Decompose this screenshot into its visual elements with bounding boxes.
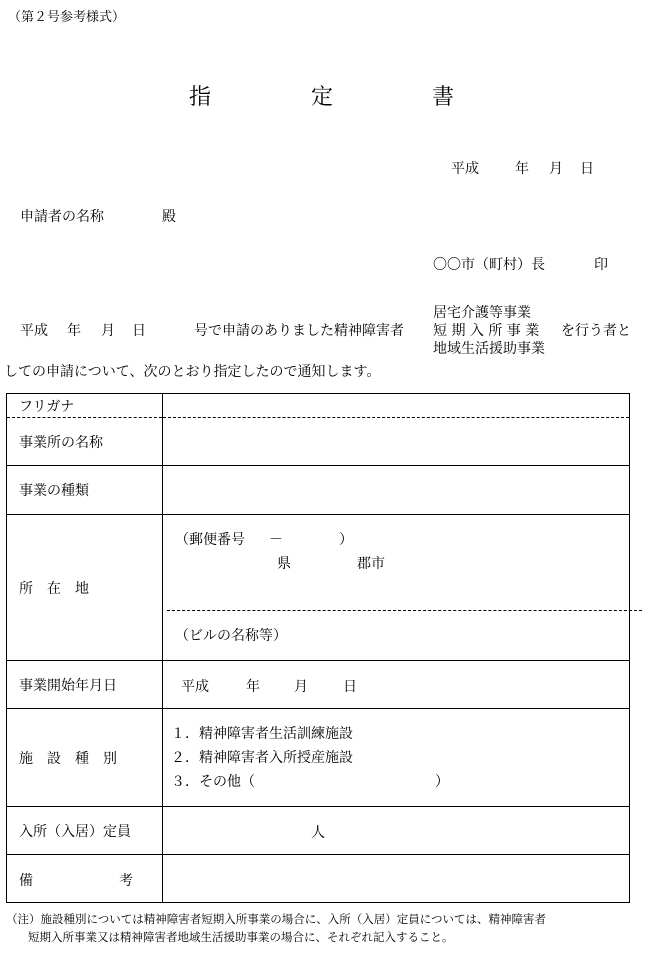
- issuer-name: 〇〇市（町村）長: [433, 257, 545, 273]
- date-month: 月: [549, 161, 563, 177]
- form-reference: （第２号参考様式）: [8, 10, 126, 25]
- remarks-label-char-1: 備: [19, 872, 33, 889]
- district-label: 郡市: [357, 556, 385, 572]
- honorific: 殿: [162, 209, 176, 225]
- facility-option-1: １．精神障害者生活訓練施設: [171, 726, 353, 742]
- remarks-label-char-2: 考: [119, 872, 133, 889]
- capacity-unit: 人: [311, 824, 325, 841]
- start-date-era: 平成: [181, 678, 209, 695]
- start-date-day: 日: [343, 678, 357, 695]
- date-year: 年: [515, 161, 529, 177]
- location-divider: [167, 610, 642, 611]
- note-line-2: 短期入所事業又は精神障害者地域生活援助事業の場合に、それぞれ記入すること。: [28, 930, 454, 944]
- body-second-line: しての申請について、次のとおり指定したので通知します。: [4, 364, 381, 380]
- business-name-field[interactable]: [163, 418, 630, 466]
- remarks-field[interactable]: [163, 855, 630, 903]
- service-option-short-stay: 短 期 入 所 事 業: [433, 323, 540, 339]
- location-label: 所 在 地: [7, 515, 163, 661]
- furigana-field[interactable]: [163, 394, 630, 418]
- facility-option-2: ２．精神障害者入所授産施設: [171, 750, 353, 766]
- remarks-label: [7, 855, 163, 903]
- body-month: 月: [101, 323, 115, 339]
- facility-type-field[interactable]: [163, 709, 630, 807]
- body-day: 日: [132, 323, 146, 339]
- title-char-3: 書: [432, 85, 455, 110]
- date-era: 平成: [451, 161, 479, 177]
- start-date-year: 年: [246, 678, 260, 695]
- applicant-line: [20, 206, 176, 226]
- body-text: 号で申請のありました精神障害者: [194, 323, 404, 339]
- postal-label: （郵便番号: [175, 532, 245, 548]
- title-char-1: 指: [189, 85, 212, 110]
- postal-close: ）: [339, 532, 353, 548]
- service-option-living-support: 地域生活援助事業: [433, 341, 545, 357]
- note-line-1: （注）施設種別については精神障害者短期入所事業の場合に、入所（入居）定員については、精神障害者: [6, 912, 547, 926]
- applicant-label: 申請者の名称: [20, 209, 104, 225]
- body-text-end: を行う者と: [561, 323, 631, 339]
- start-date-field[interactable]: [163, 661, 630, 709]
- issuer-seal: 印: [594, 257, 608, 273]
- business-name-label: 事業所の名称: [7, 418, 163, 466]
- service-option-home-care: 居宅介護等事業: [433, 305, 531, 321]
- location-field[interactable]: [163, 515, 630, 661]
- business-type-field[interactable]: [163, 466, 630, 515]
- start-date-month: 月: [294, 678, 308, 695]
- date-day: 日: [580, 161, 594, 177]
- start-date-label: 事業開始年月日: [7, 661, 163, 709]
- capacity-field[interactable]: [163, 807, 630, 855]
- business-type-label: 事業の種類: [7, 466, 163, 515]
- building-label: （ビルの名称等）: [175, 628, 287, 644]
- body-year: 年: [67, 323, 81, 339]
- capacity-label: 入所（入居）定員: [7, 807, 163, 855]
- facility-option-3-close: ）: [435, 774, 449, 790]
- facility-type-label: 施 設 種 別: [7, 709, 163, 807]
- body-era: 平成: [20, 323, 48, 339]
- furigana-label: フリガナ: [7, 394, 163, 418]
- title-char-2: 定: [311, 85, 334, 110]
- postal-dash: －: [269, 532, 283, 548]
- designation-form-table: [6, 393, 630, 903]
- prefecture-label: 県: [277, 556, 291, 572]
- facility-option-3: ３．その他（: [171, 774, 255, 790]
